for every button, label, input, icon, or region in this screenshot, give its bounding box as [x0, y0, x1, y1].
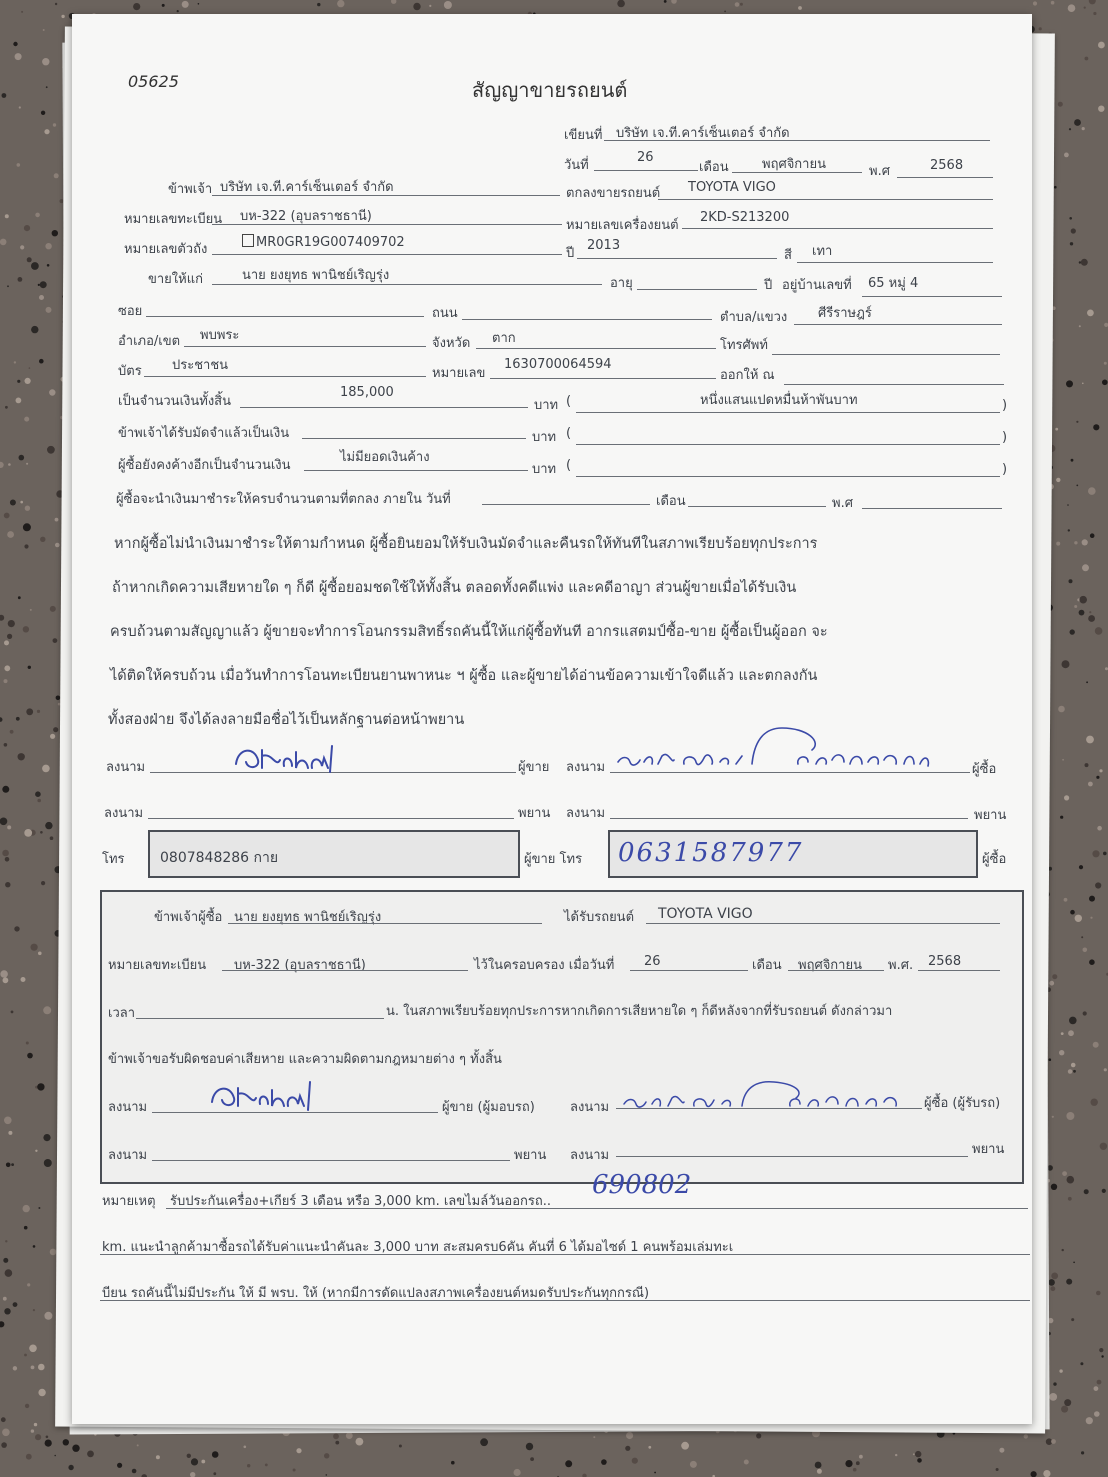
buyer-name-value: นาย ยงยุทธ พานิชย์เริญรุ่ง: [242, 268, 390, 283]
terms-line-2: ถ้าหากเกิดความเสียหายใด ๆ ก็ดี ผู้ซื้อยอมชดใช้ให้ทั้งสิ้น ตลอดทั้งคดีแพ่ง และคดีอาญา ส่วนผู้ขายเมื่อได้รับเงิน: [112, 580, 797, 596]
notes-line-2: km. แนะนำลูกค้ามาซื้อรถได้รับค่าแนะนำคันละ 3,000 บาท สะสมครบ6คัน คันที่ 6 ได้มอไซด์ 1 คนพร้อมเล่มทะเ: [102, 1240, 734, 1255]
receipt-buyer-signature-icon: [618, 1076, 918, 1112]
baht-label-1: บาท: [534, 398, 559, 413]
received-car-value: TOYOTA VIGO: [658, 906, 753, 922]
witness-role-label-2: พยาน: [974, 808, 1007, 823]
subdistrict-label: ตำบล/แขวง: [720, 310, 788, 325]
seller-deliver-role: ผู้ขาย (ผู้มอบรถ): [442, 1100, 535, 1115]
year-value: 2568: [930, 158, 964, 173]
written-at-label: เขียนที่: [564, 128, 603, 143]
buyer-phone-role-label: ผู้ซื้อ: [982, 852, 1007, 867]
receipt-plate-label: หมายเลขทะเบียน: [108, 958, 207, 973]
payment-year-label: พ.ศ: [832, 496, 853, 511]
receipt-seller-signature-icon: [208, 1074, 334, 1116]
engine-number-label: หมายเลขเครื่องยนต์: [566, 218, 679, 233]
vehicle-receipt-section: [100, 890, 1024, 1184]
deposit-label: ข้าพเจ้าได้รับมัดจำแล้วเป็นเงิน: [118, 426, 290, 441]
time-label: เวลา: [108, 1006, 136, 1021]
total-amount-value: 185,000: [340, 385, 394, 400]
condition-text: น. ในสภาพเรียบร้อยทุกประการหากเกิดการเสียหายใด ๆ ก็ดีหลังจากที่รับรถยนต์ ดังกล่าวมา: [386, 1004, 893, 1019]
received-car-label: ได้รับรถยนต์: [564, 910, 635, 925]
district-value: พบพระ: [200, 328, 240, 343]
seller-role-label: ผู้ขาย: [518, 760, 550, 775]
receipt-sign-label-witness-2: ลงนาม: [570, 1148, 610, 1163]
checkbox-icon: [242, 234, 254, 247]
subdistrict-value: ศีรีราษฎร์: [818, 306, 872, 321]
sales-contract-page: [72, 14, 1032, 1424]
card-label: บัตร: [118, 364, 142, 379]
terms-line-4: ได้ติดให้ครบถ้วน เมื่อวันทำการโอนทะเบียนยานพาหนะ ฯ ผู้ซื้อ และผู้ขายได้อ่านข้อความเข้าใจดีแล้ว และตกลงกัน: [110, 668, 818, 684]
receipt-sign-label-buyer: ลงนาม: [570, 1100, 610, 1115]
sold-to-label: ขายให้แก่: [148, 272, 203, 287]
responsibility-text: ข้าพเจ้าขอรับผิดชอบค่าเสียหาย และความผิดตามกฎหมายต่าง ๆ ทั้งสิ้น: [108, 1052, 502, 1067]
address-label: อยู่บ้านเลขที่: [782, 278, 852, 293]
receipt-witness-role-2: พยาน: [972, 1142, 1005, 1157]
seller-phone-box: [148, 830, 520, 878]
district-label: อำเภอ/เขต: [118, 334, 181, 349]
model-year-label: ปี: [566, 246, 575, 261]
card-number-value: 1630700064594: [504, 357, 612, 372]
remaining-balance-label: ผู้ซื้อยังคงค้างอีกเป็นจำนวนเงิน: [118, 458, 291, 473]
receipt-sign-label-seller: ลงนาม: [108, 1100, 148, 1115]
phone-label-seller: โทร: [102, 852, 125, 867]
color-value: เทา: [812, 244, 833, 259]
month-label: เดือน: [699, 160, 729, 175]
paren-open-2: (: [566, 426, 572, 441]
buyer-phone-handwritten: 0631587977: [618, 838, 804, 868]
written-at-value: บริษัท เจ.ที.คาร์เซ็นเตอร์ จำกัด: [616, 126, 790, 141]
plate-label: หมายเลขทะเบียน: [124, 212, 223, 227]
possession-day-value: 26: [644, 954, 661, 969]
engine-number-value: 2KD-S213200: [700, 210, 790, 225]
paren-close-3: ): [1002, 462, 1008, 477]
plate-value: บห-322 (อุบลราชธานี): [240, 209, 372, 224]
sign-label-witness-1: ลงนาม: [104, 806, 144, 821]
date-label: วันที่: [564, 158, 589, 173]
notes-line-1: รับประกันเครื่อง+เกียร์ 3 เดือน หรือ 3,000 km. เลขไมล์วันออกรถ..: [170, 1194, 551, 1209]
receipt-plate-value: บห-322 (อุบลราชธานี): [234, 958, 366, 973]
agree-sell-label: ตกลงขายรถยนต์: [566, 186, 661, 201]
age-label: อายุ: [610, 276, 633, 291]
i-buyer-value: นาย ยงยุทธ พานิชย์เริญรุ่ง: [234, 910, 382, 925]
sign-label-witness-2: ลงนาม: [566, 806, 606, 821]
address-value: 65 หมู่ 4: [868, 276, 919, 291]
paren-close-1: ): [1002, 398, 1008, 413]
payment-due-label: ผู้ซื้อจะนำเงินมาชำระให้ครบจำนวนตามที่ตกลง ภายใน วันที่: [116, 492, 451, 507]
sign-label-seller: ลงนาม: [106, 760, 146, 775]
terms-line-1: หากผู้ซื้อไม่นำเงินมาชำระให้ตามกำหนด ผู้ซื้อยินยอมให้รับเงินมัดจำและคืนรถให้ทันทีในสภาพเรียบร้อยทุกประการ: [114, 536, 818, 552]
baht-label-2: บาท: [532, 430, 557, 445]
card-value: ประชาชน: [172, 358, 229, 373]
i-buyer-label: ข้าพเจ้าผู้ซื้อ: [154, 910, 223, 925]
possession-date-label: ไว้ในครอบครอง เมื่อวันที่: [474, 958, 615, 973]
province-label: จังหวัด: [432, 336, 471, 351]
receipt-witness-role-1: พยาน: [514, 1148, 547, 1163]
possession-month-label: เดือน: [752, 958, 782, 973]
payment-month-label: เดือน: [656, 494, 686, 509]
witness-role-label-1: พยาน: [518, 806, 551, 821]
age-unit-label: ปี: [764, 278, 773, 293]
buyer-role-label: ผู้ซื้อ: [972, 762, 997, 777]
total-amount-label: เป็นจำนวนเงินทั้งสิ้น: [118, 394, 231, 409]
phone-label: โทรศัพท์: [720, 338, 768, 353]
chassis-value: MR0GR19G007409702: [256, 235, 405, 250]
document-title: สัญญาขายรถยนต์: [472, 78, 628, 102]
possession-year-value: 2568: [928, 954, 962, 969]
paren-close-2: ): [1002, 430, 1008, 445]
seller-value: บริษัท เจ.ที.คาร์เซ็นเตอร์ จำกัด: [220, 180, 394, 195]
car-model-value: TOYOTA VIGO: [688, 180, 776, 195]
baht-label-3: บาท: [532, 462, 557, 477]
month-value: พฤศจิกายน: [762, 157, 826, 172]
terms-line-5: ทั้งสองฝ่าย จึงได้ลงลายมือชื่อไว้เป็นหลักฐานต่อหน้าพยาน: [108, 712, 465, 728]
mileage-handwritten: 690802: [592, 1170, 692, 1200]
road-label: ถนน: [432, 306, 458, 321]
buyer-signature-icon: [612, 720, 942, 776]
buyer-phone-box: [608, 830, 978, 878]
remaining-balance-value: ไม่มียอดเงินค้าง: [340, 450, 430, 465]
possession-year-label: พ.ศ.: [888, 958, 914, 973]
receipt-sign-label-witness-1: ลงนาม: [108, 1148, 148, 1163]
model-year-value: 2013: [587, 238, 621, 253]
date-value: 26: [637, 150, 654, 165]
year-label: พ.ศ: [869, 164, 890, 179]
seller-label: ข้าพเจ้า: [168, 182, 213, 197]
notes-label: หมายเหตุ: [102, 1194, 156, 1209]
issued-at-label: ออกให้ ณ: [720, 368, 775, 383]
chassis-label: หมายเลขตัวถัง: [124, 242, 208, 257]
buyer-receive-role: ผู้ซื้อ (ผู้รับรถ): [924, 1096, 1001, 1111]
seller-phone-value: 0807848286 กาย: [160, 850, 279, 866]
province-value: ตาก: [492, 331, 516, 346]
paren-open-3: (: [566, 458, 572, 473]
notes-line-3: บียน รถคันนี้ไม่มีประกัน ให้ มี พรบ. ให้ (หากมีการดัดแปลงสภาพเครื่องยนต์หมดรับประกันทุกกรณี): [102, 1286, 650, 1301]
sign-label-buyer: ลงนาม: [566, 760, 606, 775]
card-number-label: หมายเลข: [432, 366, 486, 381]
total-amount-words: หนึ่งแสนแปดหมื่นห้าพันบาท: [700, 393, 858, 408]
paren-open-1: (: [566, 394, 572, 409]
document-number: 05625: [128, 72, 179, 91]
terms-line-3: ครบถ้วนตามสัญญาแล้ว ผู้ขายจะทำการโอนกรรมสิทธิ์รถคันนี้ให้แก่ผู้ซื้อทันที อากรแสตมป์ซื้อ-ขาย ผู้ซื้อเป็นผู้ออก จะ: [110, 624, 828, 640]
seller-phone-role-label: ผู้ขาย โทร: [524, 852, 583, 867]
possession-month-value: พฤศจิกายน: [798, 958, 862, 973]
color-label: สี: [784, 248, 792, 263]
seller-signature-icon: [232, 738, 352, 778]
soi-label: ซอย: [118, 304, 143, 319]
